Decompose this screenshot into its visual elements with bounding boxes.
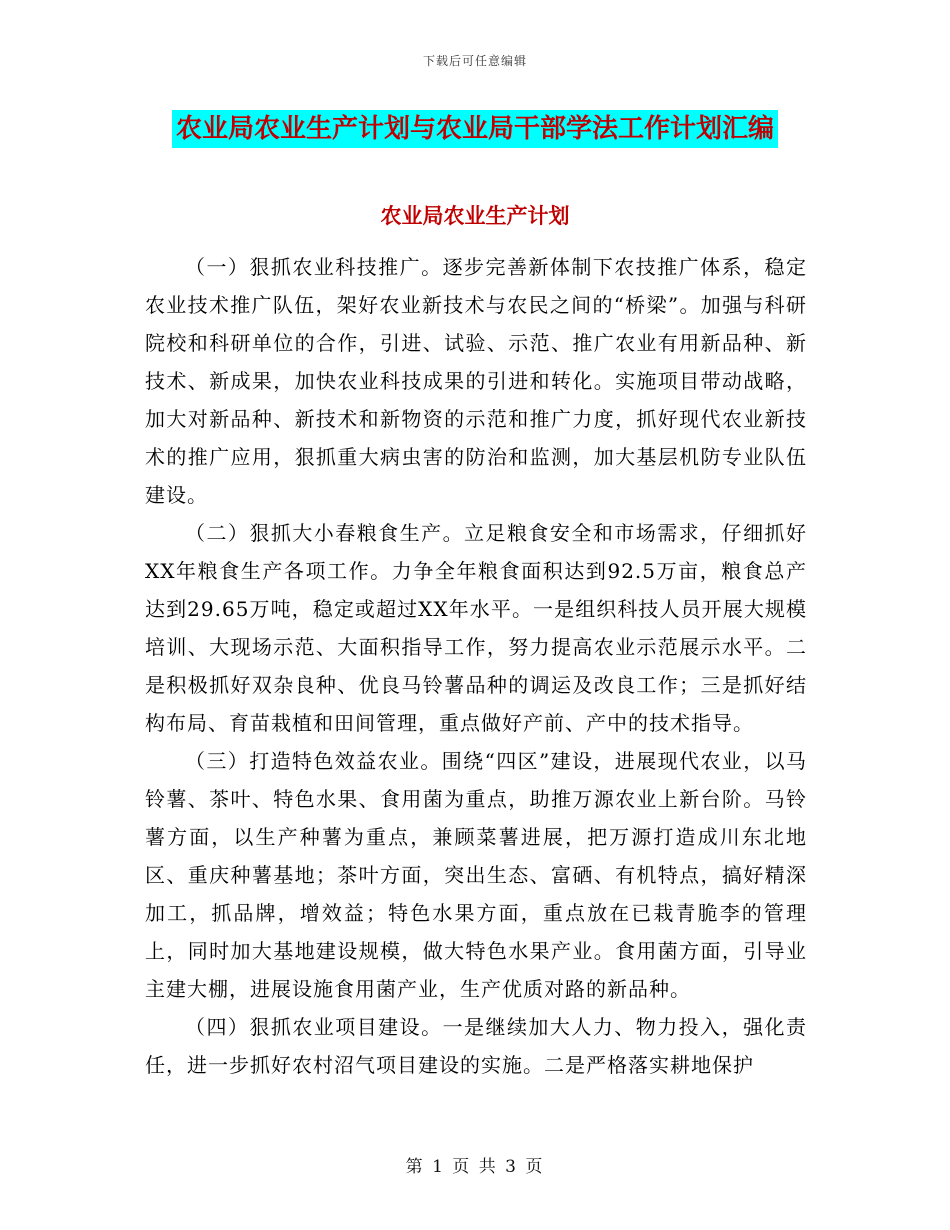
paragraph-3: （三）打造特色效益农业。围绕“四区”建设，进展现代农业，以马铃薯、茶叶、特色水果、食用菌为重点，助推万源农业上新台阶。马铃薯方面，以生产种薯为重点，兼顾菜薯进展，把万源打造成川东北地区、重庆种薯基地；茶叶方面，突出生态、富硒、有机特点，搞好精深加工，抓品牌，增效益；特色水果方面，重点放在已栽青脆李的管理上，同时加大基地建设规模，做大特色水果产业。食用菌方面，引导业主建大棚，进展设施食用菌产业，生产优质对路的新品种。 [145, 749, 807, 1001]
header-note: 下载后可任意编辑 [422, 54, 527, 68]
page-number-footer: 第 1 页 共 3 页 [405, 1157, 545, 1177]
section-title: 农业局农业生产计划 [380, 203, 570, 228]
paragraph-2: （二）狠抓大小春粮食生产。立足粮食安全和市场需求，仔细抓好XX年粮食生产各项工作。力争全年粮食面积达到92.5万亩，粮食总产达到29.65万吨，稳定或超过XX年水平。一是组织科技人员开展大规模培训、大现场示范、大面积指导工作，努力提高农业示范展示水平。二是积极抓好双杂良种、优良马铃薯品种的调运及改良工作；三是抓好结构布局、育苗栽植和田间管理，重点做好产前、产中的技术指导。 [145, 521, 807, 735]
paragraph-1: （一）狠抓农业科技推广。逐步完善新体制下农技推广体系，稳定农业技术推广队伍，架好农业新技术与农民之间的“桥梁”。加强与科研院校和科研单位的合作，引进、试验、示范、推广农业有用新品种、新技术、新成果，加快农业科技成果的引进和转化。实施项目带动战略，加大对新品种、新技术和新物资的示范和推广力度，抓好现代农业新技术的推广应用，狠抓重大病虫害的防治和监测，加大基层机防专业队伍建设。 [145, 255, 807, 507]
main-title-container [0, 110, 950, 148]
paragraph-4: （四）狠抓农业项目建设。一是继续加大人力、物力投入，强化责任，进一步抓好农村沼气项目建设的实施。二是严格落实耕地保护 [145, 1015, 807, 1077]
main-title: 农业局农业生产计划与农业局干部学法工作计划汇编 [172, 110, 778, 148]
document-body [145, 248, 807, 1084]
